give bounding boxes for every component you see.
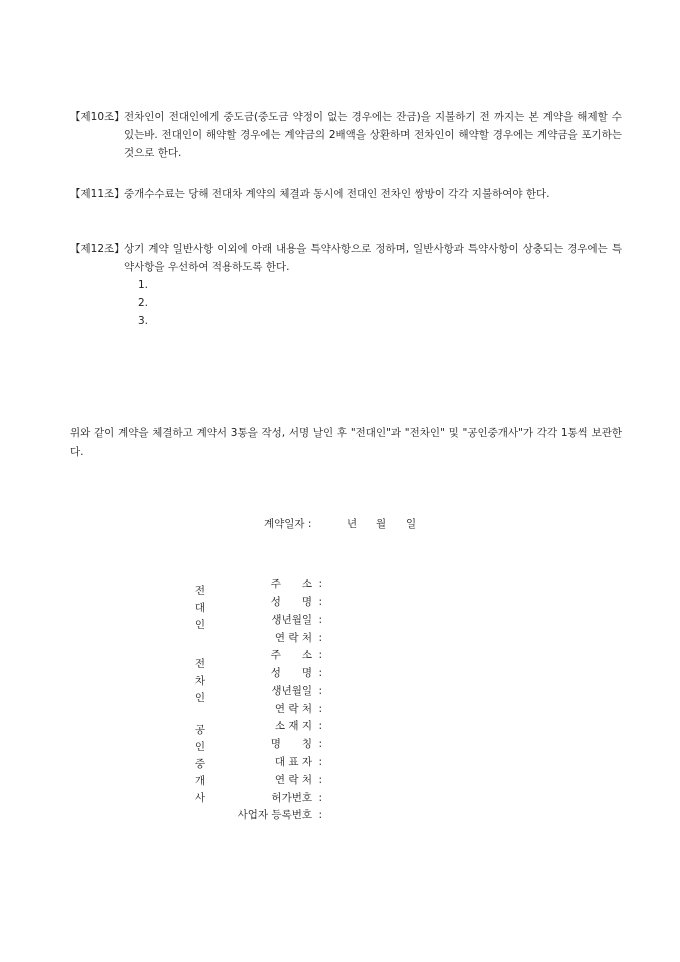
field-label: 주 소 (270, 578, 312, 590)
field-label: 생년월일 (271, 685, 312, 697)
field-colon: : (318, 667, 322, 679)
day-label: 일 (406, 518, 417, 530)
party-sublessee: 전 차 인 (194, 658, 206, 704)
field-label: 대 표 자 (274, 756, 312, 768)
field-colon: : (318, 809, 322, 821)
field-colon: : (318, 632, 322, 644)
field-label: 연 락 처 (274, 703, 312, 715)
field-label: 성 명 (270, 596, 312, 608)
article-text: 전차인이 전대인에게 중도금(중도금 약정이 없는 경우에는 잔금)을 지불하기 전 까지는 본 계약을 해제할 수 있는바. 전대인이 해약할 경우에는 계약금의 2배액을 상환하며 전차인이 해약할 경우에는 계약금을 포기하는 것으로 한다. (124, 111, 622, 159)
broker-business-name-field (220, 735, 322, 753)
list-item: 3. (138, 315, 149, 327)
broker-location-field (220, 717, 322, 735)
field-colon: : (318, 649, 322, 661)
article-text: 중개수수료는 당해 전대차 계약의 체결과 동시에 전대인 전차인 쌍방이 각각 지불하여야 한다. (124, 188, 550, 200)
field-label: 사업자 등록번호 (237, 809, 312, 821)
broker-registration-number-field (220, 806, 322, 824)
sublessee-name-field (220, 664, 322, 682)
field-colon: : (318, 756, 322, 768)
sublessee-address-field (220, 646, 322, 664)
party-sublessor: 전 대 인 (194, 585, 206, 631)
field-colon: : (318, 738, 322, 750)
month-label: 월 (376, 518, 387, 530)
field-label: 명 칭 (270, 738, 312, 750)
broker-representative-field (220, 753, 322, 771)
sublessor-address-field (220, 575, 322, 593)
field-colon: : (318, 596, 322, 608)
sublessee-contact-field (220, 700, 322, 718)
special-terms-list (138, 276, 622, 330)
article-11 (70, 185, 622, 203)
sublessor-contact-field (220, 629, 322, 647)
party-broker: 공 인 중 개 사 (194, 724, 206, 804)
field-colon: : (318, 614, 322, 626)
field-colon: : (318, 703, 322, 715)
field-colon: : (318, 774, 322, 786)
article-label: 【제11조】 (70, 188, 125, 200)
article-12 (70, 240, 622, 330)
field-colon: : (318, 720, 322, 732)
sublessor-name-field (220, 593, 322, 611)
field-label: 연 락 처 (274, 774, 312, 786)
field-label: 주 소 (270, 649, 312, 661)
closing-statement: 위와 같이 계약을 체결하고 계약서 3통을 작성, 서명 날인 후 "전대인"과 "전차인" 및 "공인중개사"가 각각 1통씩 보관한다. (70, 427, 622, 458)
article-text: 상기 계약 일반사항 이외에 아래 내용을 특약사항으로 정하며, 일반사항과 특약사항이 상충되는 경우에는 특약사항을 우선하여 적용하도록 한다. (124, 243, 622, 273)
field-colon: : (318, 578, 322, 590)
field-label: 소 재 지 (274, 720, 312, 732)
article-label: 【제12조】 (70, 243, 125, 255)
broker-license-number-field (220, 789, 322, 807)
field-colon: : (318, 685, 322, 697)
field-label: 생년월일 (271, 614, 312, 626)
sublessor-birthdate-field (220, 611, 322, 629)
sublessee-birthdate-field (220, 682, 322, 700)
contract-date-label: 계약일자 : (264, 518, 312, 530)
field-label: 성 명 (270, 667, 312, 679)
article-label: 【제10조】 (70, 111, 125, 123)
list-item: 2. (138, 297, 149, 309)
list-item: 1. (138, 279, 149, 291)
year-label: 년 (347, 518, 358, 530)
field-colon: : (318, 792, 322, 804)
article-10 (70, 108, 622, 162)
broker-contact-field (220, 771, 322, 789)
field-label: 연 락 처 (274, 632, 312, 644)
field-label: 허가번호 (271, 792, 312, 804)
